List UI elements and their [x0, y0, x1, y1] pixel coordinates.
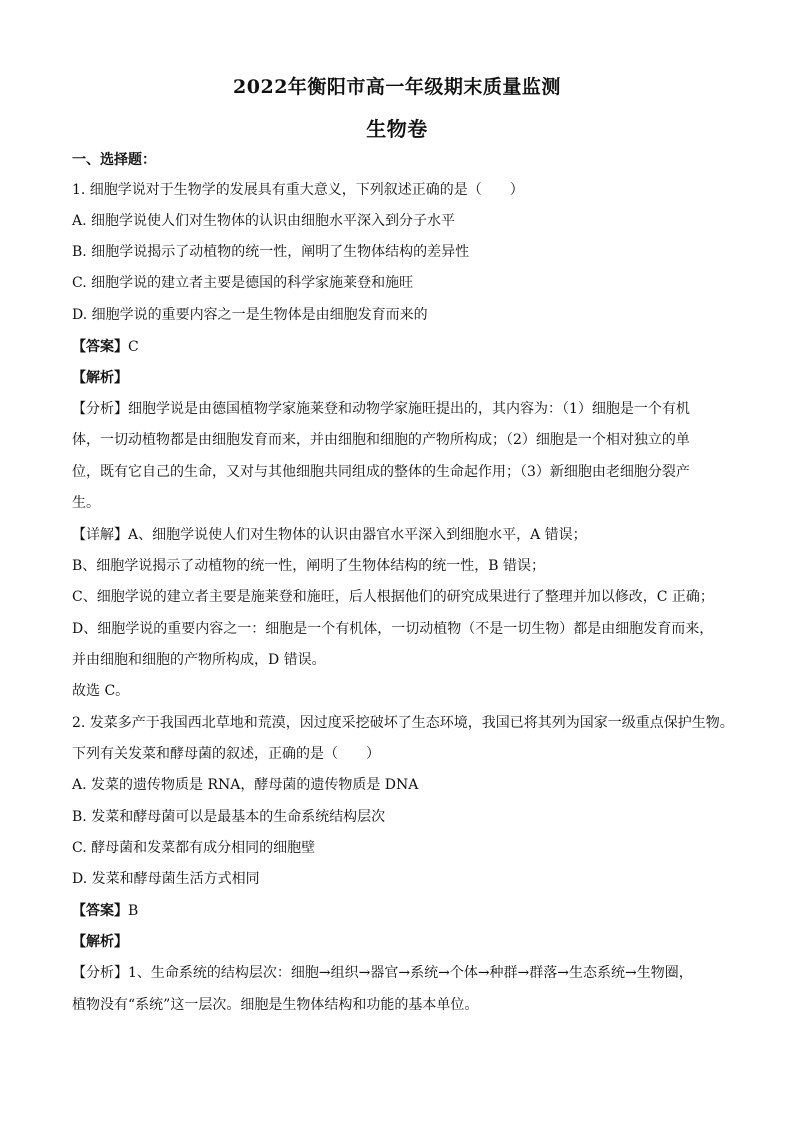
- q1-detail-line: B、细胞学说揭示了动植物的统一性，阐明了生物体结构的统一性，B 错误；: [72, 558, 546, 574]
- q1-option-c: C. 细胞学说的建立者主要是德国的科学家施莱登和施旺: [72, 275, 414, 291]
- q2-analysis-line: 【分析】1、生命系统的结构层次：细胞→组织→器官→系统→个体→种群→群落→生态系统→生物圈，: [72, 965, 693, 981]
- q1-conclusion: 故选 C。: [72, 683, 130, 699]
- q1-analysis-line: 【分析】细胞学说是由德国植物学家施莱登和动物学家施旺提出的，其内容为：（1）细胞是一个有机: [72, 401, 690, 417]
- q2-answer-tag: 【答案】: [72, 903, 128, 919]
- q2-stem-line: 2. 发菜多产于我国西北草地和荒漠，因过度采挖破坏了生态环境，我国已将其列为国家一级重点保护生物。: [72, 715, 734, 731]
- q1-answer-value: C: [128, 339, 139, 355]
- q1-detail-line: C、细胞学说的建立者主要是施莱登和施旺，后人根据他们的研究成果进行了整理并加以修改，C 正确；: [72, 589, 714, 605]
- section-heading: 一、选择题：: [72, 152, 156, 168]
- q2-analysis-line: 植物没有“系统”这一层次。细胞是生物体结构和功能的基本单位。: [72, 997, 479, 1013]
- q1-stem: 1. 细胞学说对于生物学的发展具有重大意义，下列叙述正确的是（ ）: [72, 182, 524, 198]
- q2-stem-line: 下列有关发菜和酵母菌的叙述，正确的是（ ）: [72, 746, 380, 762]
- q1-analysis-line: 体，一切动植物都是由细胞发育而来，并由细胞和细胞的产物所构成；（2）细胞是一个相对独立的单: [72, 432, 690, 448]
- page-title: 2022年衡阳市高一年级期末质量监测: [233, 76, 561, 98]
- q2-option-a: A. 发菜的遗传物质是 RNA，酵母菌的遗传物质是 DNA: [72, 777, 419, 793]
- q2-option-d: D. 发菜和酵母菌生活方式相同: [72, 871, 260, 887]
- q1-detail-line: 【详解】A、细胞学说使人们对生物体的认识由器官水平深入到细胞水平，A 错误；: [72, 527, 587, 543]
- q1-answer: [72, 337, 139, 357]
- q1-analysis-line: 位，既有它自己的生命，又对与其他细胞共同组成的整体的生命起作用；（3）新细胞由老细胞分裂产: [72, 464, 690, 480]
- q2-answer-value: B: [128, 903, 139, 919]
- q1-option-a: A. 细胞学说使人们对生物体的认识由细胞水平深入到分子水平: [72, 213, 456, 229]
- q1-detail-line: 并由细胞和细胞的产物所构成，D 错误。: [72, 652, 326, 668]
- q2-option-b: B. 发菜和酵母菌可以是最基本的生命系统结构层次: [72, 809, 386, 825]
- q1-detail-line: D、细胞学说的重要内容之一：细胞是一个有机体，一切动植物（不是一切生物）都是由细胞发育而来，: [72, 621, 714, 637]
- q1-option-d: D. 细胞学说的重要内容之一是生物体是由细胞发育而来的: [72, 307, 428, 323]
- q1-analysis-tag: 【解析】: [72, 370, 128, 386]
- q2-option-c: C. 酵母菌和发菜都有成分相同的细胞壁: [72, 840, 316, 856]
- q2-analysis-tag: 【解析】: [72, 934, 128, 950]
- page-subtitle: 生物卷: [366, 117, 428, 141]
- q2-answer: [72, 901, 138, 921]
- q1-answer-tag: 【答案】: [72, 339, 128, 355]
- q1-analysis-line: 生。: [72, 495, 100, 511]
- q1-option-b: B. 细胞学说揭示了动植物的统一性，阐明了生物体结构的差异性: [72, 244, 470, 260]
